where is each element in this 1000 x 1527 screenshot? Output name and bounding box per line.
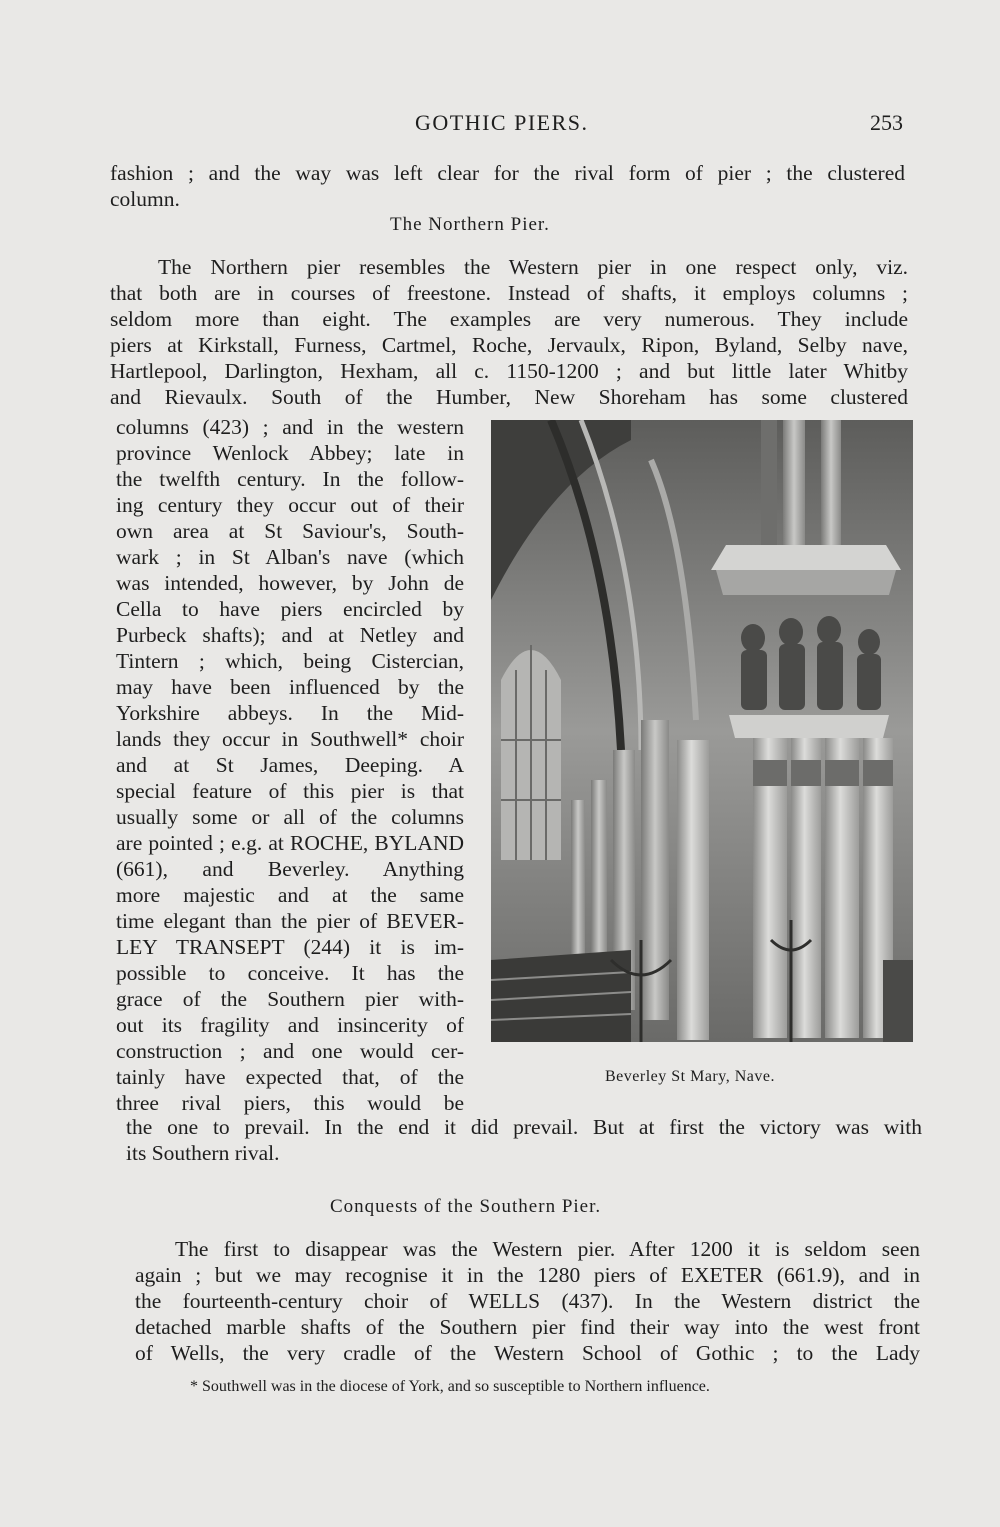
column-line: out its fragility and insincerity of	[116, 1013, 464, 1037]
running-head	[0, 110, 1000, 140]
section-heading-conquests: Conquests of the Southern Pier.	[330, 1196, 602, 1217]
paragraph-line: Hartlepool, Darlington, Hexham, all c. 1150-1200 ; and but little later Whitby	[110, 359, 908, 383]
column-line: usually some or all of the columns	[116, 805, 464, 829]
intro-line: fashion ; and the way was left clear for the rival form of pier ; the clustered	[110, 161, 905, 185]
column-line: construction ; and one would cer-	[116, 1039, 464, 1063]
column-line: more majestic and at the same	[116, 883, 464, 907]
paragraph-line: detached marble shafts of the Southern pier find their way into the west front	[135, 1315, 920, 1339]
column-line: the twelfth century. In the follow-	[116, 467, 464, 491]
column-line: was intended, however, by John de	[116, 571, 464, 595]
column-line: ing century they occur out of their	[116, 493, 464, 517]
intro-line: column.	[110, 187, 180, 211]
paragraph-line: the fourteenth-century choir of WELLS (437). In the Western district the	[135, 1289, 920, 1313]
footnote: * Southwell was in the diocese of York, and so susceptible to Northern influence.	[190, 1378, 710, 1395]
page-number: 253	[870, 110, 903, 135]
column-line: lands they occur in Southwell* choir	[116, 727, 464, 751]
column-line: Purbeck shafts); and at Netley and	[116, 623, 464, 647]
column-line: time elegant than the pier of BEVER-	[116, 909, 464, 933]
column-line: three rival piers, this would be	[116, 1091, 464, 1115]
figure-caption: Beverley St Mary, Nave.	[605, 1068, 775, 1085]
paragraph-line: the one to prevail. In the end it did prevail. But at first the victory was with	[126, 1115, 922, 1139]
column-line: Yorkshire abbeys. In the Mid-	[116, 701, 464, 725]
paragraph-line: its Southern rival.	[126, 1141, 280, 1165]
column-line: and at St James, Deeping. A	[116, 753, 464, 777]
column-line: columns (423) ; and in the western	[116, 415, 464, 439]
column-line: grace of the Southern pier with-	[116, 987, 464, 1011]
column-line: own area at St Saviour's, South-	[116, 519, 464, 543]
paragraph-line: again ; but we may recognise it in the 1280 piers of EXETER (661.9), and in	[135, 1263, 920, 1287]
paragraph-line: The first to disappear was the Western pier. After 1200 it is seldom seen	[175, 1237, 920, 1261]
column-line: may have been influenced by the	[116, 675, 464, 699]
running-title: GOTHIC PIERS.	[415, 110, 589, 135]
column-line: possible to conceive. It has the	[116, 961, 464, 985]
paragraph-line: and Rievaulx. South of the Humber, New Shoreham has some clustered	[110, 385, 908, 409]
paragraph-line: that both are in courses of freestone. Instead of shafts, it employs columns ;	[110, 281, 908, 305]
beverley-nave-photo	[491, 420, 913, 1042]
column-line: LEY TRANSEPT (244) it is im-	[116, 935, 464, 959]
paragraph-line: of Wells, the very cradle of the Western School of Gothic ; to the Lady	[135, 1341, 920, 1365]
column-line: Tintern ; which, being Cistercian,	[116, 649, 464, 673]
column-line: tainly have expected that, of the	[116, 1065, 464, 1089]
paragraph-line: piers at Kirkstall, Furness, Cartmel, Roche, Jervaulx, Ripon, Byland, Selby nave,	[110, 333, 908, 357]
column-line: are pointed ; e.g. at ROCHE, BYLAND	[116, 831, 464, 855]
section-heading-northern-pier: The Northern Pier.	[390, 214, 550, 235]
column-line: Cella to have piers encircled by	[116, 597, 464, 621]
nave-illustration	[491, 420, 913, 1042]
column-line: special feature of this pier is that	[116, 779, 464, 803]
paragraph-line: seldom more than eight. The examples are very numerous. They include	[110, 307, 908, 331]
column-line: province Wenlock Abbey; late in	[116, 441, 464, 465]
paragraph-line: The Northern pier resembles the Western pier in one respect only, viz.	[158, 255, 908, 279]
column-line: (661), and Beverley. Anything	[116, 857, 464, 881]
column-line: wark ; in St Alban's nave (which	[116, 545, 464, 569]
